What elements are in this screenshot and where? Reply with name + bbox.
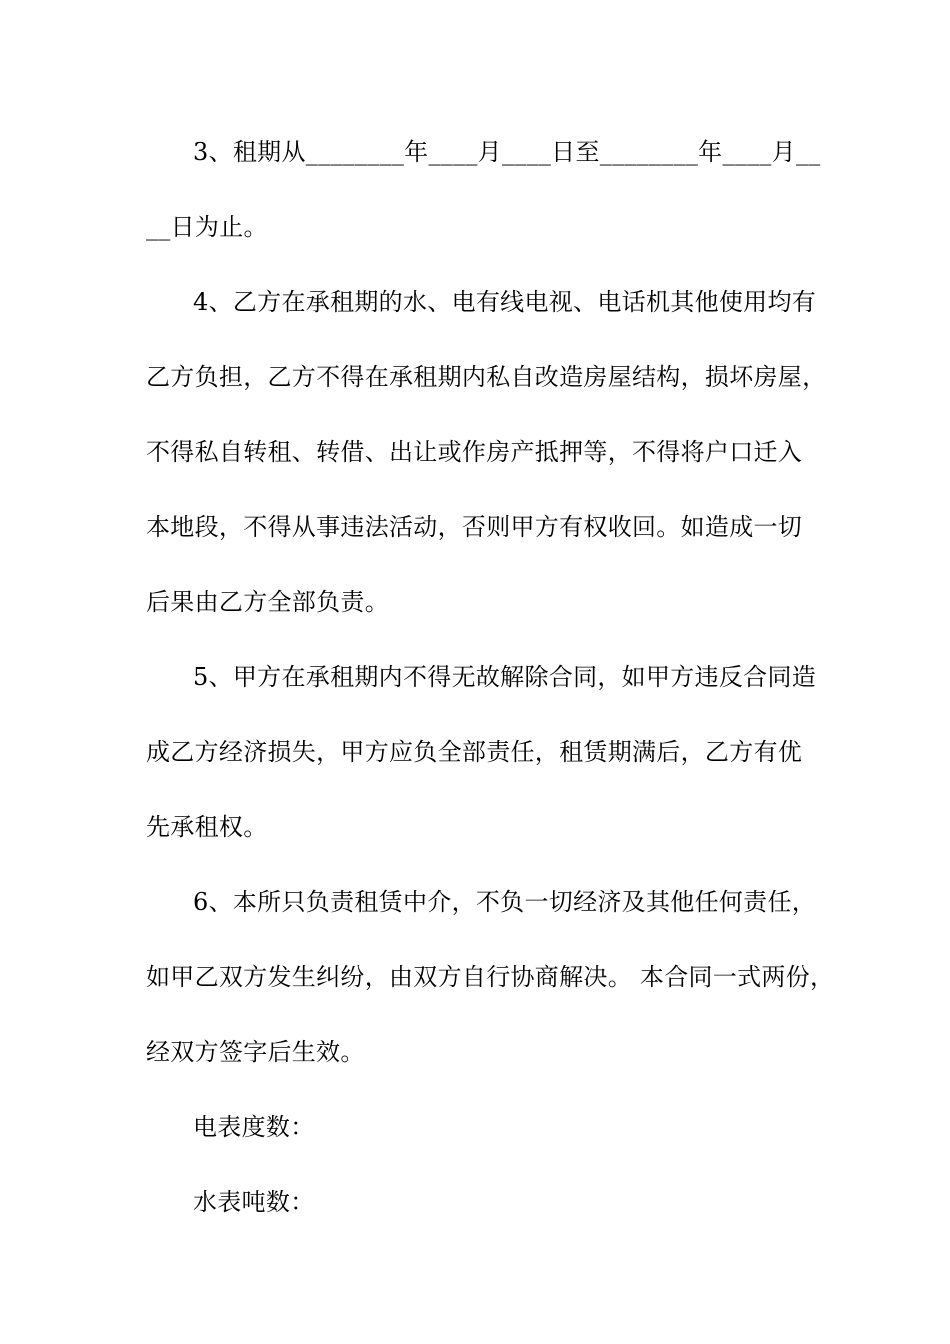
clause-4-line-4: 本地段，不得从事违法活动，否则甲方有权收回。如造成一切 bbox=[146, 513, 803, 541]
clause-6-line-2: 如甲乙双方发生纠纷，由双方自行协商解决。 本合同一式两份， bbox=[146, 963, 835, 991]
electric-meter-label: 电表度数： bbox=[193, 1113, 315, 1141]
clause-5-line-1: 5、甲方在承租期内不得无故解除合同，如甲方违反合同造 bbox=[193, 663, 817, 691]
clause-3-line-1: 3、租期从________年____月____日至________年____月__ bbox=[193, 138, 821, 166]
clause-5-line-3: 先承租权。 bbox=[146, 813, 268, 841]
clause-5-line-2: 成乙方经济损失，甲方应负全部责任，租赁期满后，乙方有优 bbox=[146, 738, 803, 766]
clause-6-line-3: 经双方签字后生效。 bbox=[146, 1038, 365, 1066]
water-meter-label: 水表吨数： bbox=[193, 1188, 315, 1216]
clause-4-line-2: 乙方负担，乙方不得在承租期内私自改造房屋结构，损坏房屋， bbox=[146, 363, 827, 391]
clause-6-line-1: 6、本所只负责租赁中介，不负一切经济及其他任何责任， bbox=[193, 888, 817, 916]
clause-4-line-5: 后果由乙方全部负责。 bbox=[146, 588, 389, 616]
clause-3-line-2: __日为止。 bbox=[146, 213, 268, 241]
clause-4-line-3: 不得私自转租、转借、出让或作房产抵押等，不得将户口迁入 bbox=[146, 438, 803, 466]
clause-4-line-1: 4、乙方在承租期的水、电有线电视、电话机其他使用均有 bbox=[193, 288, 817, 316]
